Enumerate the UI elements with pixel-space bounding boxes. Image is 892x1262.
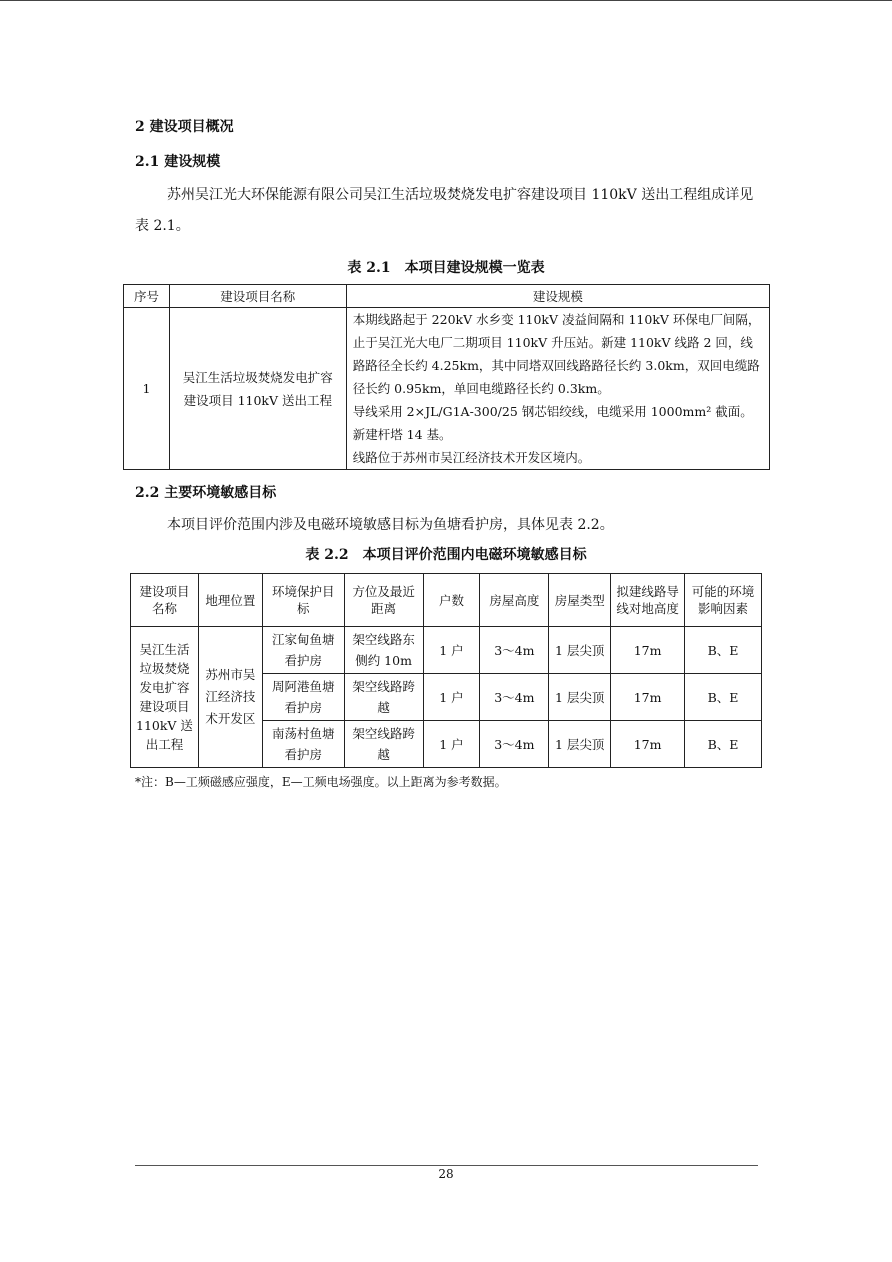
table2-house-height: 3～4m: [480, 627, 549, 674]
table2-target: 南荡村鱼塘看护房: [262, 721, 344, 768]
table2-direction: 架空线路跨越: [344, 721, 423, 768]
table2-line-height: 17m: [611, 721, 685, 768]
page-number: 28: [438, 1167, 454, 1181]
table2-direction: 架空线路东侧约 10m: [344, 627, 423, 674]
table1-header-no: 序号: [124, 285, 170, 308]
targets-paragraph: [135, 510, 760, 541]
intro-paragraph-text: 苏州吴江光大环保能源有限公司吴江生活垃圾焚烧发电扩容建设项目 110kV 送出工程组成详见表 2.1。: [135, 187, 754, 234]
table2-house-type: 1 层尖顶: [549, 627, 611, 674]
table2-header-project: 建设项目名称: [131, 574, 199, 627]
table1-header-row: [124, 285, 770, 308]
scale-line-conductor: 导线采用 2×JL/G1A-300/25 钢芯铝绞线，电缆采用 1000mm² 截面。新建杆塔 14 基。: [352, 404, 753, 442]
table2-header-row: [131, 574, 762, 627]
table-row: [131, 627, 762, 674]
table2-target: 周阿港鱼塘看护房: [262, 674, 344, 721]
intro-paragraph: [135, 180, 760, 242]
table2-factors: B、E: [685, 721, 762, 768]
sensitive-targets-table: [130, 573, 762, 768]
table1-row-no: 1: [124, 308, 170, 470]
section-heading: 2 建设项目概况: [135, 119, 234, 135]
table2-house-type: 1 层尖顶: [549, 721, 611, 768]
table2-note: *注：B—工频磁感应强度，E—工频电场强度。以上距离为参考数据。: [135, 775, 507, 789]
table1-header-scale: 建设规模: [346, 285, 769, 308]
table2-house-height: 3～4m: [480, 721, 549, 768]
table1-header-name: 建设项目名称: [169, 285, 346, 308]
table2-house-height: 3～4m: [480, 674, 549, 721]
table2-house-type: 1 层尖顶: [549, 674, 611, 721]
targets-paragraph-text: 本项目评价范围内涉及电磁环境敏感目标为鱼塘看护房，具体见表 2.2。: [167, 517, 614, 533]
table2-header-target: 环境保护目标: [262, 574, 344, 627]
table1-row-name: 吴江生活垃圾焚烧发电扩容建设项目 110kV 送出工程: [169, 308, 346, 470]
table2-factors: B、E: [685, 627, 762, 674]
table2-header-height: 房屋高度: [480, 574, 549, 627]
construction-scale-table: [123, 284, 770, 470]
table2-line-height: 17m: [611, 627, 685, 674]
subsection-heading-scale: 2.1 建设规模: [135, 154, 221, 170]
table2-location: 苏州市吴江经济技术开发区: [198, 627, 262, 768]
table2-households: 1 户: [423, 674, 480, 721]
scale-line-location: 线路位于苏州市吴江经济技术开发区境内。: [352, 450, 591, 465]
table-row: [124, 308, 770, 470]
table2-header-factors: 可能的环境影响因素: [685, 574, 762, 627]
table2-header-line-height: 拟建线路导线对地高度: [611, 574, 685, 627]
table2-header-location: 地理位置: [198, 574, 262, 627]
table2-header-households: 户数: [423, 574, 480, 627]
table2-households: 1 户: [423, 627, 480, 674]
table2-project-name: 吴江生活垃圾焚烧发电扩容建设项目110kV 送出工程: [131, 627, 199, 768]
top-border-line: [0, 0, 892, 1]
table2-header-type: 房屋类型: [549, 574, 611, 627]
table1-row-scale: [346, 308, 769, 470]
table2-line-height: 17m: [611, 674, 685, 721]
table2-header-direction: 方位及最近距离: [344, 574, 423, 627]
scale-line-route: 本期线路起于 220kV 水乡变 110kV 凌益间隔和 110kV 环保电厂间隔，止于吴江光大电厂二期项目 110kV 升压站。新建 110kV 线路 2 回，线路路径全长约 4.25km，其中同塔双回线路路径长约 3.0km，双回电缆路径长约 0.95km，单回电缆路径长约 0.3km。: [352, 312, 761, 396]
subsection-heading-targets: 2.2 主要环境敏感目标: [135, 485, 277, 501]
table2-factors: B、E: [685, 674, 762, 721]
table2-target: 江家甸鱼塘看护房: [262, 627, 344, 674]
table1-caption: 表 2.1 本项目建设规模一览表: [347, 260, 545, 276]
footer-line: [135, 1165, 758, 1166]
table2-households: 1 户: [423, 721, 480, 768]
table2-direction: 架空线路跨越: [344, 674, 423, 721]
table2-caption: 表 2.2 本项目评价范围内电磁环境敏感目标: [305, 547, 587, 563]
